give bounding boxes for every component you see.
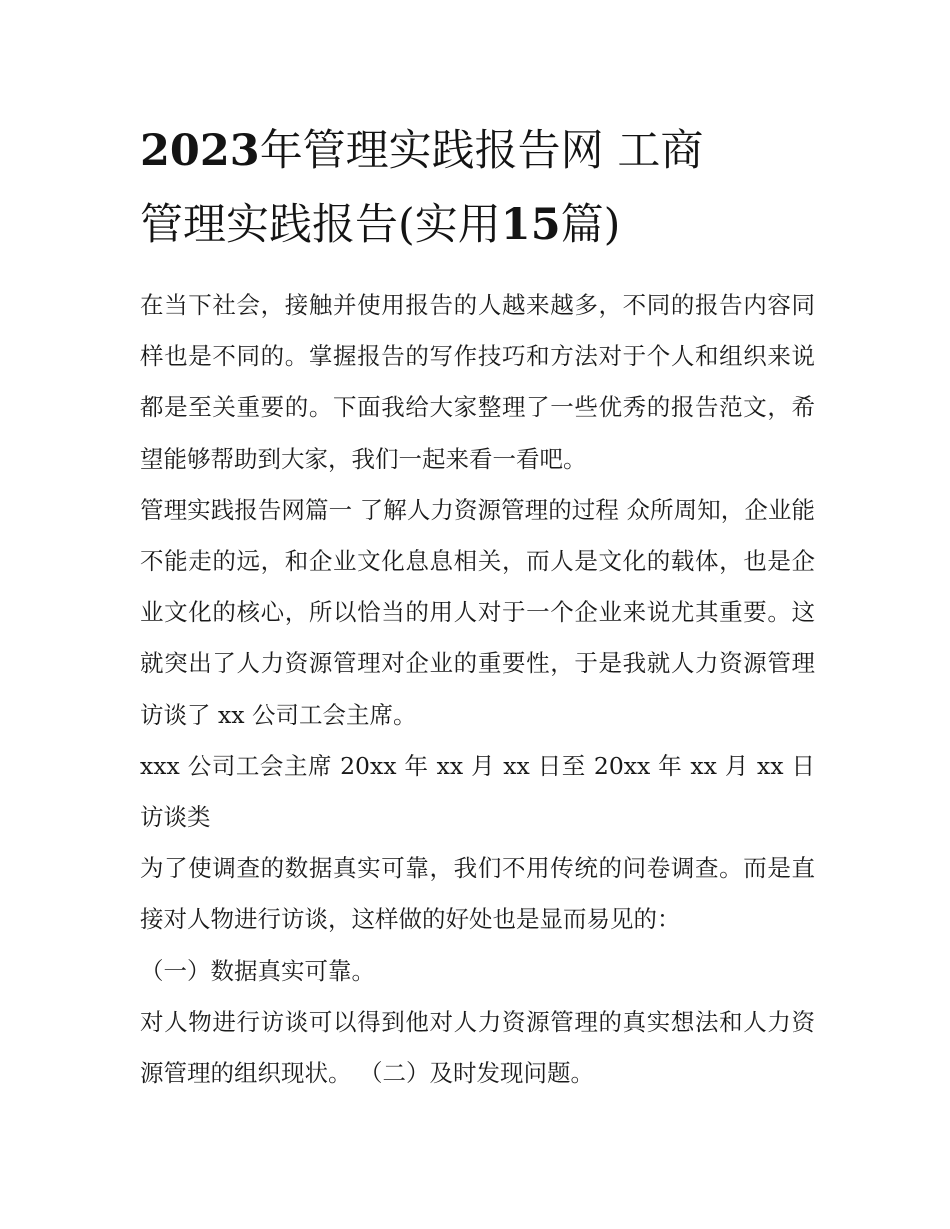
title-line1-text: 年管理实践报告网 工商 <box>259 126 704 176</box>
paragraph-section-one: 管理实践报告网篇一 了解人力资源管理的过程 众所周知，企业能不能走的远，和企业文化息息相关，而人是文化的载体，也是企业文化的核心，所以恰当的用人对于一个企业来说尤其重要。这就突出了人力资源管理对企业的重要性，于是我就人力资源管理访谈了 xx 公司工会主席。 <box>140 495 815 729</box>
title-count: 15 <box>500 200 561 250</box>
paragraph-interview-info: xxx 公司工会主席 20xx 年 xx 月 xx 日至 20xx 年 xx 月 xx 日 访谈类 <box>140 751 815 832</box>
title-line2-text-b: 篇) <box>560 200 621 250</box>
paragraph-method: 为了使调查的数据真实可靠，我们不用传统的问卷调查。而是直接对人物进行访谈，这样做的好处也是显而易见的： <box>140 854 815 934</box>
paragraph-intro: 在当下社会，接触并使用报告的人越来越多，不同的报告内容同样也是不同的。掌握报告的写作技巧和方法对于个人和组织来说都是至关重要的。下面我给大家整理了一些优秀的报告范文，希望能够帮助到大家，我们一起来看一看吧。 <box>140 291 815 473</box>
title-year: 2023 <box>140 126 260 176</box>
document-title <box>140 114 820 262</box>
title-line2-text-a: 管理实践报告(实用 <box>140 200 501 250</box>
paragraph-point-one: （一）数据真实可靠。 <box>140 956 375 985</box>
document-body <box>140 280 815 1099</box>
paragraph-point-one-detail: 对人物进行访谈可以得到他对人力资源管理的真实想法和人力资源管理的组织现状。 （二）及时发现问题。 <box>140 1007 815 1088</box>
